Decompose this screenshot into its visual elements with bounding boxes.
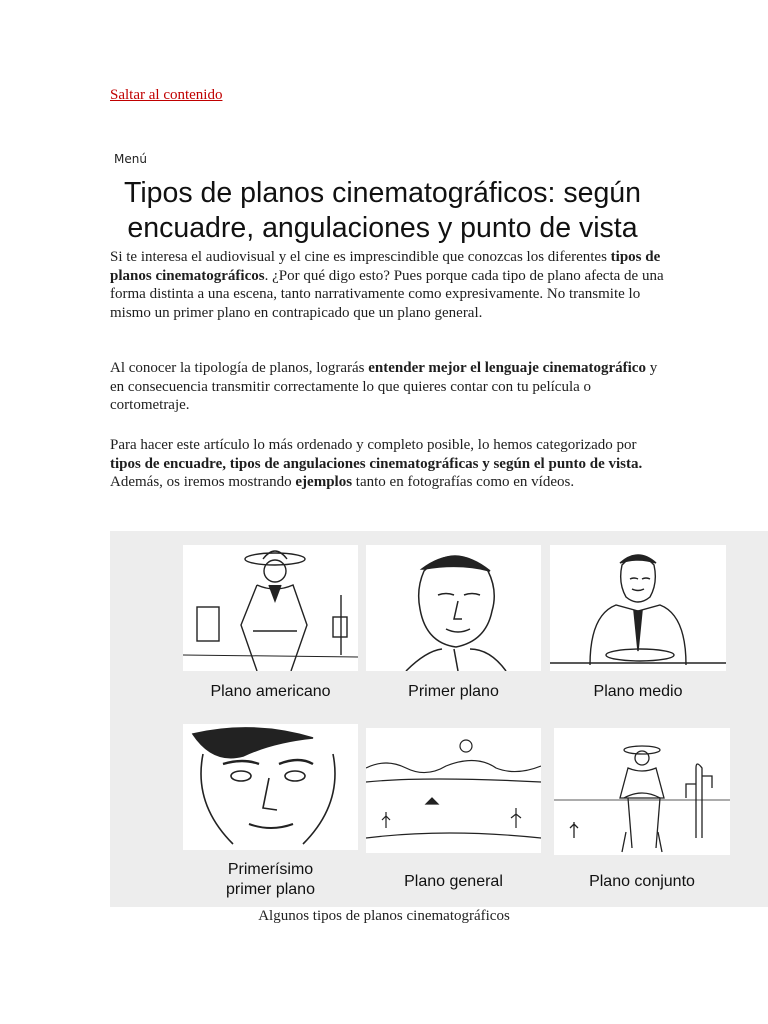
intro-paragraph-1: Si te interesa el audiovisual y el cine es imprescindible que conozcas los diferentes tipos de planos cinematográficos. ¿Por qué digo esto? Pues porque cada tipo de plano afecta de una forma distinta a una escena, tanto narrativamente como expresivamente. No transmite lo mismo un primer plano en contrapicado que un plano general. [110,249,664,321]
plano-conjunto-illustration [554,728,730,855]
caption-plano-conjunto: Plano conjunto [589,873,695,890]
menu-toggle[interactable]: Menú [114,152,147,166]
caption-plano-americano: Plano americano [210,683,331,700]
caption-primerisimo-primer-plano: Primerísimo primer plano [226,861,315,898]
page-title: Tipos de planos cinematográficos: según encuadre, angulaciones y punto de vista [124,177,641,244]
plano-general-illustration [366,728,541,853]
shot-types-figure [110,531,768,907]
caption-plano-general: Plano general [404,873,503,890]
primerisimo-primer-plano-illustration [183,724,358,850]
primer-plano-illustration [366,545,541,671]
figure-caption: Algunos tipos de planos cinematográficos [258,908,510,924]
intro-paragraph-2: Al conocer la tipología de planos, lograrás entender mejor el lenguaje cinematográfico y en consecuencia transmitir correctamente lo que quieres contar con tu película o cortometraje. [110,360,658,413]
plano-medio-illustration [550,545,726,671]
caption-plano-medio: Plano medio [593,683,683,700]
intro-paragraph-3: Para hacer este artículo lo más ordenado y completo posible, lo hemos categorizado por tipos de encuadre, tipos de angulaciones cinematográficas y según el punto de vista. Además, os iremos mostrando ejemplos tanto en fotografías como en vídeos. [110,437,643,490]
caption-primer-plano: Primer plano [408,683,499,700]
skip-to-content-link[interactable]: Saltar al contenido [110,87,223,103]
plano-americano-illustration [183,545,358,671]
